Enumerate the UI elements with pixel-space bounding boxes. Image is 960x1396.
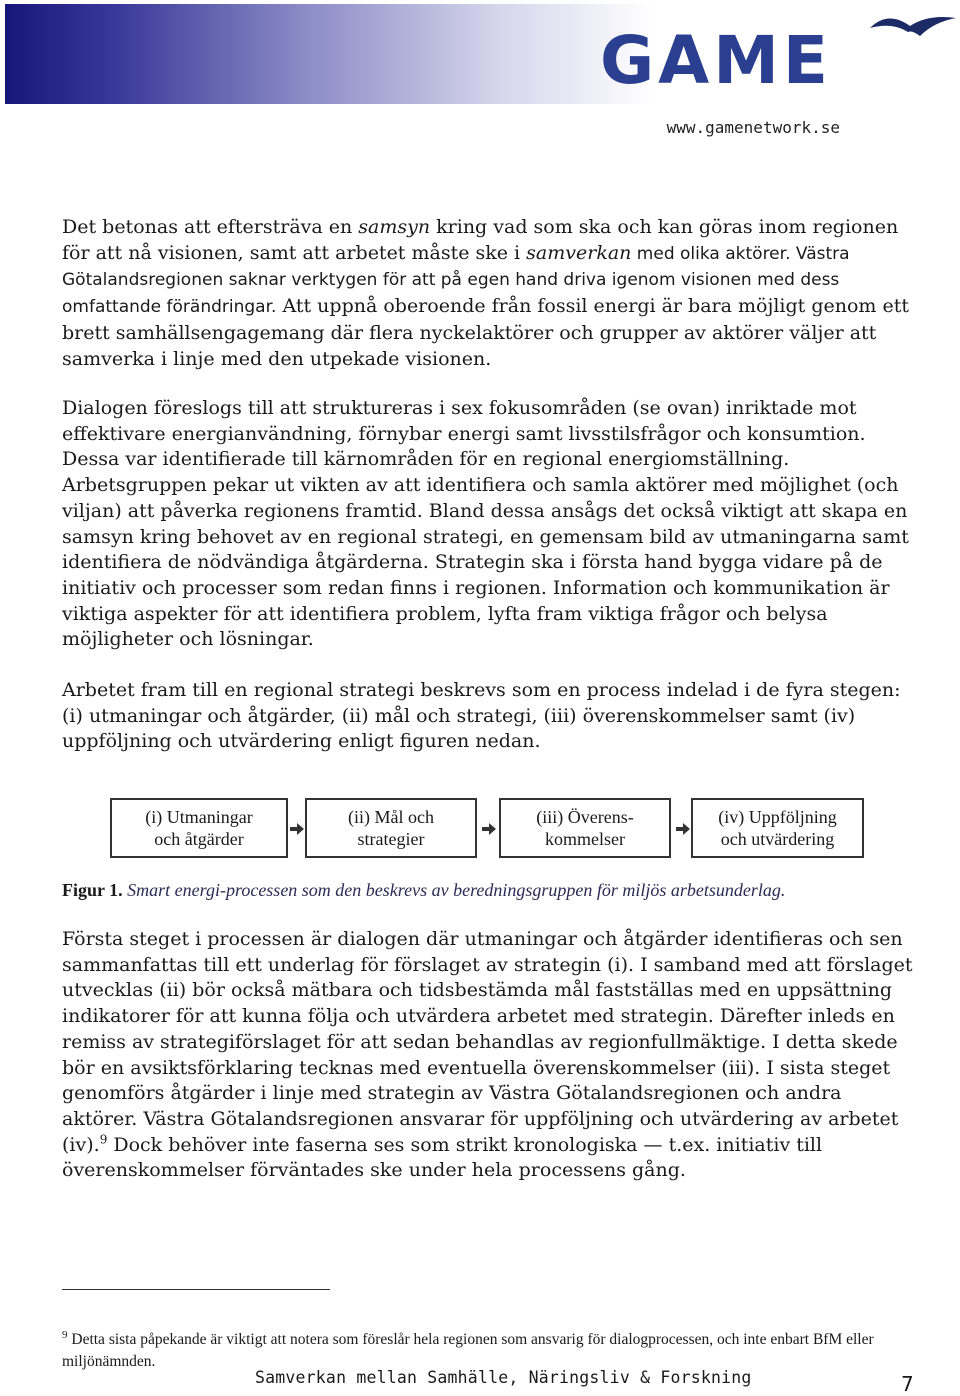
process-step-2: (ii) Mål och strategier (305, 798, 477, 858)
sans-serif-run: med olika aktörer. Västra Götalandsregionen saknar verktygen för att på egen hand driva igenom visionen med dess omfattande förändringar. (62, 243, 850, 318)
process-step-4: (iv) Uppföljning och utvärdering (691, 798, 864, 858)
process-step-3: (iii) Överens- kommelser (499, 798, 671, 858)
footnote-reference[interactable]: 9 (99, 1132, 108, 1147)
emphasis-samsyn: samsyn (358, 216, 431, 238)
footnote-text: Detta sista påpekande är viktigt att notera som föreslår hela regionen som ansvarig för dialogprocessen, och inte enbart BfM eller miljönämnden. (62, 1331, 874, 1371)
website-url: www.gamenetwork.se (666, 118, 840, 137)
footnote-number: 9 (62, 1329, 68, 1341)
footnote-separator (62, 1289, 330, 1290)
page-number: 7 (901, 1372, 914, 1396)
process-step-1: (i) Utmaningar och åtgärder (110, 798, 288, 858)
game-logo: GAME (600, 22, 833, 99)
footer-text: Samverkan mellan Samhälle, Näringsliv & Forskning (255, 1368, 752, 1387)
arrow-right-icon (290, 823, 304, 835)
arrow-right-icon (676, 823, 690, 835)
arrow-right-icon (482, 823, 496, 835)
seagull-logo-icon (868, 6, 958, 46)
figure-caption (62, 879, 942, 901)
figure-caption-label: Figur 1. (62, 880, 123, 900)
paragraph-dialogen: Dialogen föreslogs till att struktureras i sex fokusområden (se ovan) inriktade mot effektivare energianvändning, förnybar energi samt livsstilsfrågor och konsumtion. Dessa var identifierade till kärnområden för en regional energiomställning. Arbetsgruppen pekar ut vikten av att identifiera och samla aktörer med möjlighet (och viljan) att påverka regionens framtid. Bland dessa ansågs det också viktigt att skapa en samsyn kring behovet av en regional strategi, en gemensam bild av utmaningarna samt identifiera de nödvändiga åtgärderna. Strategin ska i första hand bygga vidare på de initiativ och processer som redan finns i regionen. Information och kommunikation är viktiga aspekter för att identifiera problem, lyfta fram viktiga frågor och belysa möjligheter och lösningar. (62, 397, 909, 651)
paragraph-forsta-steget: Första steget i processen är dialogen där utmaningar och åtgärder identifieras och sen sammanfattas till ett underlag för förslaget av strategin (i). I samband med att förslaget utvecklas (ii) bör också mätbara och tidsbestämda mål fastställas med en uppsättning indikatorer för att kunna följa och utvärdera arbetet med strategin. Därefter inleds en remiss av strategiförslaget för att sedan behandlas av regionfullmäktige. I detta skede bör en avsiktsförklaring tecknas med eventuella överenskommelser (iii). I sista steget genomförs åtgärder i linje med strategin av Västra Götalandsregionen och andra aktörer. Västra Götalandsregionen ansvarar för uppföljning och utvärdering av arbetet (iv).$^9$ Dock behöver inte faserna ses som strikt kronologiska — t.ex. initiativ till överenskommelser förväntades ske under hela processens gång. (62, 928, 913, 1182)
figure-caption-text: Smart energi-processen som den beskrevs av beredningsgruppen för miljös arbetsunderlag. (127, 880, 786, 900)
paragraph-samsyn: Det betonas att eftersträva en samsyn kring vad som ska och kan göras inom regionen för att nå visionen, samt att arbetet måste ske i samverkan med olika aktörer. Västra Götalandsregionen saknar verktygen för att på egen hand driva igenom visionen med dess omfattande förändringar. Att uppnå oberoende från fossil energi är bara möjligt genom ett brett samhällsengagemang där flera nyckelaktörer och grupper av aktörer väljer att samverka i linje med den utpekade visionen. (62, 216, 909, 370)
footnote (62, 1324, 922, 1373)
paragraph-arbetet: Arbetet fram till en regional strategi beskrevs som en process indelad i de fyra stegen: (i) utmaningar och åtgärder, (ii) mål och strategi, (iii) överenskommelser samt (iv) uppföljning och utvärdering enligt figuren nedan. (62, 679, 901, 753)
emphasis-samverkan: samverkan (526, 241, 632, 264)
process-flow-diagram (110, 798, 870, 862)
